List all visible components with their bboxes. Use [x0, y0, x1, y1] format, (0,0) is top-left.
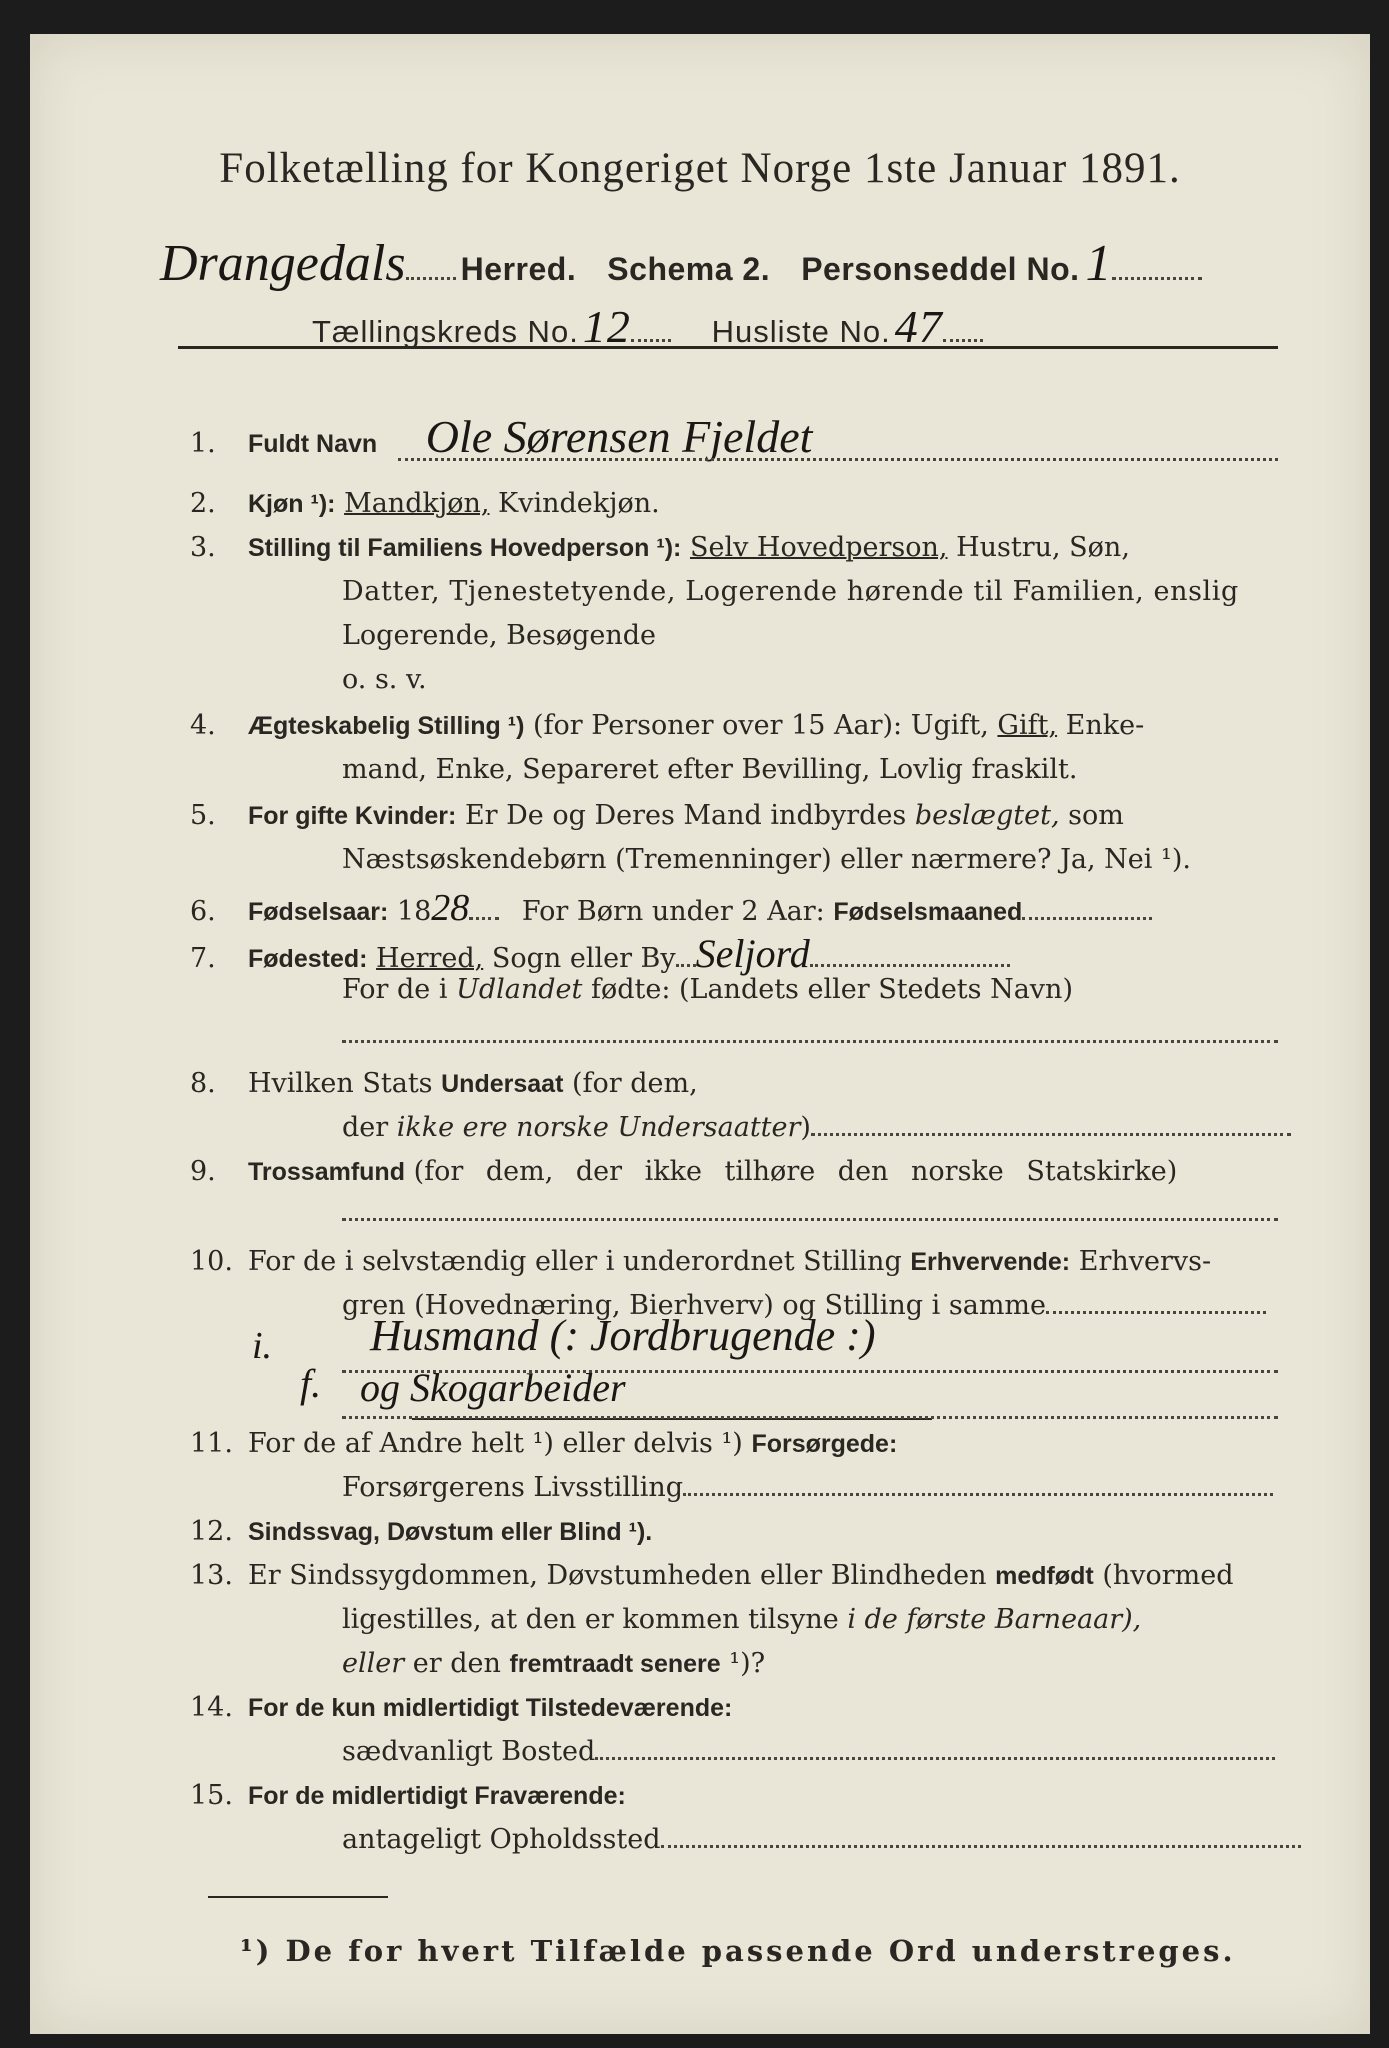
field-8-label: Undersaat [441, 1070, 564, 1098]
field-11-number: 11. [190, 1428, 233, 1459]
field-8-line-2b: ikke ere norske Undersaatter [396, 1112, 801, 1143]
field-4-text: (for Personer over 15 Aar): Ugift, [533, 710, 989, 741]
header-rule [178, 346, 1278, 349]
field-2-label: Kjøn ¹): [248, 490, 336, 518]
field-2-option-female: Kvindekjøn. [498, 488, 660, 519]
husliste-number: 47 [894, 301, 943, 352]
field-6-dots [469, 917, 499, 920]
footnote: ¹) De for hvert Tilfælde passende Ord understreges. [240, 1934, 1236, 1968]
field-11 [190, 1428, 897, 1459]
form-title: Folketælling for Kongeriget Norge 1ste Januar 1891. [219, 145, 1181, 192]
field-4-line-2: mand, Enke, Separeret efter Bevilling, Lovlig fraskilt. [342, 754, 1078, 785]
field-10-value-1: Husmand (: Jordbrugende :) [370, 1311, 876, 1360]
field-6-label-2: Fødselsmaaned [833, 898, 1023, 926]
field-3-line-2: Datter, Tjenestetyende, Logerende hørende til Familien, enslig [342, 576, 1239, 607]
field-12-label: Sindssvag, Døvstum eller Blind ¹). [248, 1518, 653, 1546]
kreds-label: Tællingskreds No. [312, 314, 579, 349]
field-8-dots [811, 1133, 1291, 1136]
field-10-line-2-text: gren (Hovednæring, Bierhverv) og Stilling i samme [342, 1290, 1047, 1321]
herred-row [160, 234, 1202, 293]
field-9-dots [342, 1218, 1278, 1221]
field-15-line-2-text: antageligt Opholdssted [342, 1824, 661, 1855]
herred-label: Herred. [460, 251, 577, 287]
field-11-label: Forsørgede: [751, 1430, 898, 1458]
field-14-dots [595, 1757, 1275, 1760]
field-12 [190, 1516, 652, 1547]
kreds-number: 12 [582, 301, 631, 352]
herred-dots [406, 277, 456, 280]
field-7-label: Fødested: [248, 945, 368, 973]
field-15-label: For de midlertidigt Fraværende: [248, 1782, 626, 1810]
field-7-value: Seljord [695, 931, 810, 976]
field-2 [190, 488, 660, 519]
field-8-line-2a: der [342, 1112, 389, 1143]
field-7-line-2b: Udlandet [456, 974, 583, 1005]
field-13-line-3d: ¹)? [729, 1648, 766, 1679]
field-3-options: Hustru, Søn, [956, 532, 1130, 563]
field-6-prefix: 18 [396, 896, 432, 927]
field-1-number: 1. [190, 428, 216, 459]
field-7-selected: Herred, [376, 943, 484, 974]
field-7-line-2c: fødte: (Landets eller Stedets Navn) [590, 974, 1073, 1005]
field-10-dots-c [342, 1416, 1278, 1419]
field-7-dots [342, 1040, 1278, 1043]
field-6 [190, 886, 1152, 930]
field-2-number: 2. [190, 488, 216, 519]
field-1-dots [398, 458, 1278, 461]
field-4-number: 4. [190, 710, 216, 741]
field-1 [190, 410, 812, 463]
field-5-text-2: som [1068, 800, 1124, 831]
field-14 [190, 1692, 732, 1723]
kreds-dots [631, 339, 671, 342]
field-11-line-2 [342, 1472, 1273, 1503]
field-10 [190, 1246, 1211, 1277]
field-13-number: 13. [190, 1560, 233, 1591]
field-10-margin-note: i. [252, 1325, 273, 1367]
field-1-label: Fuldt Navn [248, 430, 378, 458]
field-14-label: For de kun midlertidigt Tilstedeværende: [248, 1694, 733, 1722]
field-7-dots-b [810, 964, 1010, 967]
field-5-text: Er De og Deres Mand indbyrdes [464, 800, 907, 831]
field-13-line-3 [342, 1648, 765, 1679]
herred-handwritten: Drangedals [160, 235, 406, 292]
field-13-text: Er Sindssygdommen, Døvstumheden eller Blindheden [248, 1560, 987, 1591]
field-15-number: 15. [190, 1780, 233, 1811]
census-form-sheet [30, 34, 1370, 2034]
field-8-text: Hvilken Stats [248, 1068, 433, 1099]
field-3-number: 3. [190, 532, 216, 563]
field-7 [190, 930, 1010, 977]
field-13-line-3b: er den [412, 1648, 501, 1679]
field-13-line-2 [342, 1604, 1141, 1635]
field-13-line-3c: fremtraadt senere [509, 1650, 721, 1678]
field-13-line-3a: eller [342, 1648, 405, 1679]
field-14-line-2 [342, 1736, 1275, 1767]
field-9-text: (for dem, der ikke tilhøre den norske Statskirke) [413, 1156, 1178, 1187]
schema-label: Schema 2. [607, 251, 771, 287]
field-9-number: 9. [190, 1156, 216, 1187]
field-14-line-2-text: sædvanligt Bosted [342, 1736, 596, 1767]
field-10-margin-note-2: f. [300, 1361, 322, 1406]
field-6-label: Fødselsaar: [248, 898, 389, 926]
husliste-label: Husliste No. [711, 314, 891, 349]
field-10-label: Erhvervende: [910, 1248, 1071, 1276]
field-13-text-2: (hvormed [1102, 1560, 1234, 1591]
field-15 [190, 1780, 626, 1811]
field-3-line-3: Logerende, Besøgende [342, 620, 656, 651]
field-3-selected: Selv Hovedperson, [689, 532, 948, 563]
field-4-text-2: Enke- [1065, 710, 1145, 741]
field-10-dots-a [1046, 1311, 1266, 1314]
field-11-line-2-text: Forsørgerens Livsstilling [342, 1472, 684, 1503]
field-11-dots [683, 1493, 1273, 1496]
field-7-line-2 [342, 974, 1073, 1005]
field-9 [190, 1156, 1177, 1187]
field-9-label: Trossamfund [248, 1158, 405, 1186]
field-8-line-2: der ikke ere norske Undersaatter) [342, 1112, 1291, 1143]
field-6-dots-2 [1022, 917, 1152, 920]
field-3 [190, 532, 1130, 563]
field-7-number: 7. [190, 943, 216, 974]
field-6-text: For Børn under 2 Aar: [521, 896, 825, 927]
field-14-number: 14. [190, 1692, 233, 1723]
field-7-line-2a: For de i [342, 974, 448, 1005]
footnote-rule [208, 1896, 388, 1898]
field-5-line-2: Næstsøskendebørn (Tremenninger) eller nærmere? Ja, Nei ¹). [342, 844, 1191, 875]
field-13 [190, 1560, 1234, 1591]
field-2-option-male: Mandkjøn, [344, 488, 490, 519]
field-5-label: For gifte Kvinder: [248, 802, 457, 830]
field-13-line-2b: i de første Barneaar), [847, 1604, 1142, 1635]
personseddel-dots [1112, 277, 1202, 280]
husliste-dots [943, 339, 983, 342]
field-10-text: For de i selvstændig eller i underordnet Stilling [248, 1246, 902, 1277]
field-10-text-2: Erhvervs- [1078, 1246, 1212, 1277]
field-12-number: 12. [190, 1516, 233, 1547]
field-15-dots [661, 1845, 1301, 1848]
field-8-text-2: (for dem, [571, 1068, 698, 1099]
field-5-number: 5. [190, 800, 216, 831]
field-6-value: 28 [431, 887, 470, 929]
field-6-number: 6. [190, 896, 216, 927]
field-13-line-2a: ligestilles, at den er kommen tilsyne [342, 1604, 839, 1635]
field-4 [190, 710, 1144, 741]
field-5 [190, 800, 1124, 831]
personseddel-label: Personseddel No. [801, 251, 1080, 287]
field-7-text: Sogn eller By [491, 943, 676, 974]
field-4-label: Ægteskabelig Stilling ¹) [248, 712, 525, 740]
personseddel-number: 1 [1085, 235, 1112, 292]
field-5-italic: beslægtet, [914, 800, 1060, 831]
field-15-line-2 [342, 1824, 1301, 1855]
field-1-value: Ole Sørensen Fjeldet [425, 411, 813, 462]
field-3-line-4: o. s. v. [342, 664, 427, 695]
field-7-dots-a [676, 964, 696, 967]
field-3-label: Stilling til Familiens Hovedperson ¹): [248, 534, 682, 562]
field-10-value-2: og Skogarbeider [360, 1365, 626, 1410]
field-13-label: medfødt [995, 1562, 1094, 1590]
field-8 [190, 1068, 698, 1099]
field-8-number: 8. [190, 1068, 216, 1099]
field-4-selected: Gift, [997, 710, 1058, 741]
field-11-text: For de af Andre helt ¹) eller delvis ¹) [248, 1428, 743, 1459]
field-10-number: 10. [190, 1246, 233, 1277]
